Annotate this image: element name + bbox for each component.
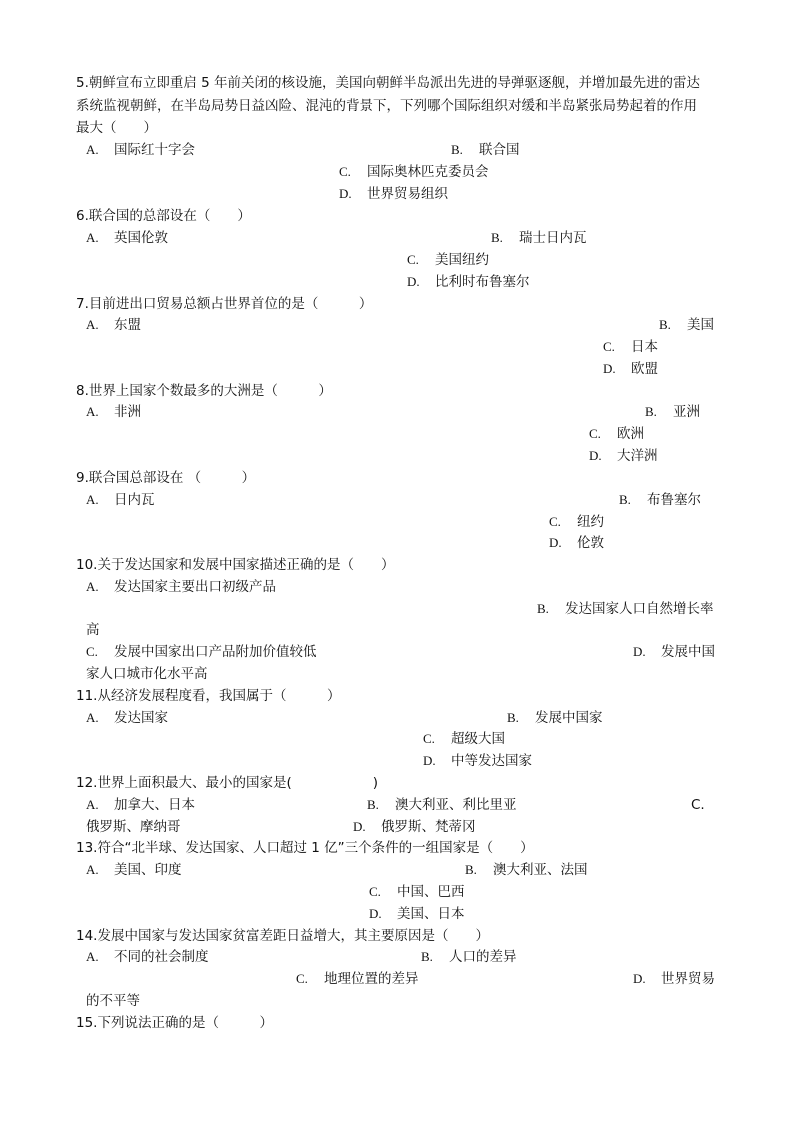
option-text: 人口的差异 <box>449 949 517 965</box>
option-label: B. <box>659 317 671 332</box>
question-13-option-d[interactable] <box>369 903 465 925</box>
option-label: C. <box>423 731 435 746</box>
question-11-stem: 11.从经济发展程度看，我国属于（ ） <box>76 688 341 704</box>
question-15-stem: 15.下列说法正确的是（ ） <box>76 1015 273 1031</box>
question-10-option-c[interactable] <box>86 641 317 663</box>
question-10-stem: 10.关于发达国家和发展中国家描述正确的是（ ） <box>76 557 395 573</box>
option-text: 发展中国 <box>661 644 715 660</box>
question-9-option-b[interactable] <box>619 489 701 511</box>
option-text: 俄罗斯、梵蒂冈 <box>381 819 476 835</box>
option-text: 发达国家主要出口初级产品 <box>114 579 276 595</box>
option-label: B. <box>491 230 503 245</box>
option-text: 世界贸易 <box>661 971 715 987</box>
option-text: 发展中国家出口产品附加价值较低 <box>114 644 317 660</box>
question-7-stem: 7.目前进出口贸易总额占世界首位的是（ ） <box>76 296 373 312</box>
question-5-option-b[interactable] <box>451 139 520 161</box>
option-text: 澳大利亚、法国 <box>493 862 588 878</box>
question-14-option-d[interactable] <box>633 968 715 990</box>
question-9-option-a[interactable] <box>86 489 155 511</box>
option-label: A. <box>86 949 99 964</box>
option-text: 加拿大、日本 <box>114 797 195 813</box>
question-9-stem: 9.联合国总部设在 （ ） <box>76 470 256 486</box>
option-label: D. <box>603 361 616 376</box>
option-label: A. <box>86 862 99 877</box>
option-label: C. <box>407 252 419 267</box>
option-text: 亚洲 <box>673 404 700 420</box>
question-5-option-a[interactable] <box>86 139 195 161</box>
option-text: 大洋洲 <box>617 448 658 464</box>
option-label: A. <box>86 404 99 419</box>
option-label: A. <box>86 710 99 725</box>
option-text: 发达国家人口自然增长率 <box>565 601 714 617</box>
question-10-option-d[interactable] <box>633 641 715 663</box>
question-10-option-b-wrap: 高 <box>86 622 100 638</box>
option-label: D. <box>407 274 420 289</box>
option-text: 世界贸易组织 <box>367 186 448 202</box>
option-label: D. <box>633 644 646 659</box>
option-label: A. <box>86 230 99 245</box>
question-10-option-a[interactable] <box>86 576 276 598</box>
option-label: D. <box>549 535 562 550</box>
question-6-option-c[interactable] <box>407 249 489 271</box>
question-12-option-b[interactable] <box>367 794 517 816</box>
option-label: A. <box>86 492 99 507</box>
option-text: 日内瓦 <box>114 492 155 508</box>
option-text: 美国 <box>687 317 714 333</box>
option-label: B. <box>645 404 657 419</box>
question-12-option-c-label[interactable]: C. <box>691 797 705 813</box>
option-text: 欧洲 <box>617 426 644 442</box>
question-12-option-d[interactable] <box>353 816 476 838</box>
question-6-option-a[interactable] <box>86 227 168 249</box>
question-8-option-a[interactable] <box>86 401 141 423</box>
option-label: C. <box>369 884 381 899</box>
question-11-option-a[interactable] <box>86 707 168 729</box>
question-7-option-c[interactable] <box>603 336 658 358</box>
question-13-stem: 13.符合“北半球、发达国家、人口超过 1 亿”三个条件的一组国家是（ ） <box>76 840 534 856</box>
question-7-option-b[interactable] <box>659 314 714 336</box>
option-label: B. <box>619 492 631 507</box>
option-text: 伦敦 <box>577 535 604 551</box>
question-13-option-c[interactable] <box>369 881 465 903</box>
option-text: 国际红十字会 <box>114 142 195 158</box>
question-6-option-b[interactable] <box>491 227 587 249</box>
question-12-option-a[interactable] <box>86 794 195 816</box>
question-11-option-d[interactable] <box>423 750 532 772</box>
option-label: C. <box>589 426 601 441</box>
option-label: C. <box>296 971 308 986</box>
question-6-stem: 6.联合国的总部设在（ ） <box>76 208 251 224</box>
question-14-option-a[interactable] <box>86 946 209 968</box>
option-text: 非洲 <box>114 404 141 420</box>
question-13-option-b[interactable] <box>465 859 588 881</box>
option-text: 中国、巴西 <box>397 884 465 900</box>
question-14-option-c[interactable] <box>296 968 419 990</box>
question-5-option-c[interactable] <box>339 161 489 183</box>
option-text: 澳大利亚、利比里亚 <box>395 797 517 813</box>
option-text: 东盟 <box>114 317 141 333</box>
question-7-option-a[interactable] <box>86 314 141 336</box>
question-7-option-d[interactable] <box>603 358 658 380</box>
option-text: 中等发达国家 <box>451 753 532 769</box>
question-12-option-c-text: 俄罗斯、摩纳哥 <box>86 819 181 835</box>
question-8-option-b[interactable] <box>645 401 700 423</box>
question-8-stem: 8.世界上国家个数最多的大洲是（ ） <box>76 383 332 399</box>
option-label: C. <box>603 339 615 354</box>
option-text: 发展中国家 <box>535 710 603 726</box>
option-label: B. <box>451 142 463 157</box>
option-text: 英国伦敦 <box>114 230 168 246</box>
question-11-option-b[interactable] <box>507 707 603 729</box>
question-5-stem-line-1: 5.朝鲜宣布立即重启 5 年前关闭的核设施，美国向朝鲜半岛派出先进的导弹驱逐舰，并增加最先进的雷达 <box>76 75 701 91</box>
option-label: B. <box>367 797 379 812</box>
question-5-option-d[interactable] <box>339 183 448 205</box>
option-text: 比利时布鲁塞尔 <box>435 274 530 290</box>
option-text: 不同的社会制度 <box>114 949 209 965</box>
option-label: C. <box>549 514 561 529</box>
option-label: B. <box>537 601 549 616</box>
option-label: B. <box>507 710 519 725</box>
option-label: B. <box>465 862 477 877</box>
question-10-option-d-wrap: 家人口城市化水平高 <box>86 666 208 682</box>
question-14-option-b[interactable] <box>421 946 517 968</box>
option-text: 国际奥林匹克委员会 <box>367 164 489 180</box>
option-label: A. <box>86 142 99 157</box>
option-text: 纽约 <box>577 514 604 530</box>
question-9-option-d[interactable] <box>549 532 604 554</box>
option-text: 联合国 <box>479 142 520 158</box>
question-6-option-d[interactable] <box>407 271 530 293</box>
question-5-stem-line-2: 系统监视朝鲜，在半岛局势日益凶险、混沌的背景下，下列哪个国际组织对缓和半岛紧张局势起着的作用 <box>76 98 697 114</box>
question-10-option-b[interactable] <box>537 598 714 620</box>
option-label: D. <box>369 906 382 921</box>
option-label: A. <box>86 317 99 332</box>
option-label: A. <box>86 579 99 594</box>
question-9-option-c[interactable] <box>549 511 604 533</box>
option-text: 日本 <box>631 339 658 355</box>
option-text: 地理位置的差异 <box>324 971 419 987</box>
option-text: 欧盟 <box>631 361 658 377</box>
option-text: 布鲁塞尔 <box>647 492 701 508</box>
question-8-option-d[interactable] <box>589 445 658 467</box>
option-label: D. <box>339 186 352 201</box>
option-label: D. <box>633 971 646 986</box>
option-text: 美国纽约 <box>435 252 489 268</box>
option-label: D. <box>589 448 602 463</box>
option-text: 超级大国 <box>451 731 505 747</box>
question-14-stem: 14.发展中国家与发达国家贫富差距日益增大，其主要原因是（ ） <box>76 928 489 944</box>
option-text: 发达国家 <box>114 710 168 726</box>
question-5-stem-line-3: 最大（ ） <box>76 120 157 136</box>
option-text: 美国、日本 <box>397 906 465 922</box>
question-8-option-c[interactable] <box>589 423 644 445</box>
question-14-option-d-wrap: 的不平等 <box>86 993 140 1009</box>
option-label: A. <box>86 797 99 812</box>
option-label: D. <box>353 819 366 834</box>
question-13-option-a[interactable] <box>86 859 182 881</box>
option-label: C. <box>339 164 351 179</box>
option-text: 瑞士日内瓦 <box>519 230 587 246</box>
option-label: D. <box>423 753 436 768</box>
question-11-option-c[interactable] <box>423 728 505 750</box>
question-12-stem: 12.世界上面积最大、最小的国家是( ) <box>76 775 379 791</box>
option-label: B. <box>421 949 433 964</box>
option-text: 美国、印度 <box>114 862 182 878</box>
option-label: C. <box>86 644 98 659</box>
